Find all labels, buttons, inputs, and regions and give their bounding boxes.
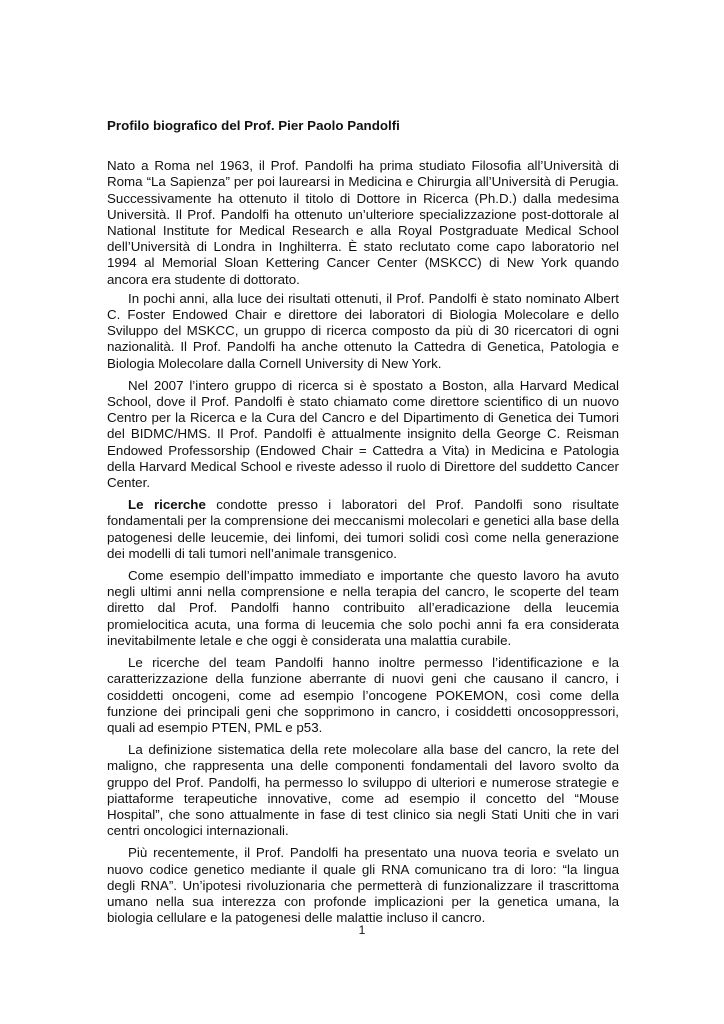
paragraph-molecular-network: La definizione sistematica della rete molecolare alla base del cancro, la rete del maligno, che rappresenta una delle componenti fondamentali del lavoro svolto da gruppo del Prof. Pandolfi, ha permesso lo sviluppo di ulteriori e numerose strategie e piattaforme terapeutiche innovative, come ad esempio il concetto del “Mouse Hospital”, che sono attualmente in fase di test clinico sia negli Stati Uniti che in vari centri oncologici internazionali. <box>107 742 619 839</box>
document-title: Profilo biografico del Prof. Pier Paolo Pandolfi <box>107 118 400 133</box>
paragraph-leukemia-impact: Come esempio dell’impatto immediato e importante che questo lavoro ha avuto negli ultimi anni nella comprensione e nella terapia del cancro, le scoperte del team diretto dal Prof. Pandolfi hanno contribuito all’eradicazione della leucemia promielocitica acuta, una forma di leucemia che solo pochi anni fa era considerata inevitabilmente letale e che oggi è considerata una malattia curabile. <box>107 568 619 648</box>
paragraph-birth-education: Nato a Roma nel 1963, il Prof. Pandolfi ha prima studiato Filosofia all’Università di Roma “La Sapienza” per poi laurearsi in Medicina e Chirurgia all’Università di Perugia. Successivamente ha ottenuto il titolo di Dottore in Ricerca (Ph.D.) dalla medesima Università. Il Prof. Pandolfi ha ottenuto un’ulteriore specializzazione post-dottorale al National Institute for Medical Research e alla Royal Postgraduate Medical School dell’Università di Londra in Inghilterra. È stato reclutato come capo laboratorio nel 1994 al Memorial Sloan Kettering Cancer Center (MSKCC) di New York quando ancora era studente di dottorato. <box>107 158 619 287</box>
paragraph-rna-language: Più recentemente, il Prof. Pandolfi ha presentato una nuova teoria e svelato un nuovo codice genetico mediante il quale gli RNA comunicano tra di loro: “la lingua degli RNA”. Un’ipotesi rivoluzionaria che permetterà di funzionalizzare il trascrittoma umano nella sua interezza con profonde implicazioni per la genetica umana, la biologia cellulare e la patogenesi delle malattie incluso il cancro. <box>107 845 619 926</box>
research-lead-text: Le ricerche <box>128 497 206 513</box>
research-rest-text: condotte presso i laboratori del Prof. Pandolfi sono risultate fondamentali per la comprensione dei meccanismi molecolari e genetici alla base della patogenesi delle leucemie, dei linfomi, dei tumori solidi così come nella generazione dei modelli di tali tumori nell’animale transgenico. <box>107 497 619 561</box>
paragraph-research-overview <box>107 497 619 562</box>
document-body <box>107 118 619 932</box>
page-number: 1 <box>358 923 366 937</box>
paragraph-harvard-move: Nel 2007 l’intero gruppo di ricerca si è spostato a Boston, alla Harvard Medical School, dove il Prof. Pandolfi è stato chiamato come direttore scientifico di un nuovo Centro per la Ricerca e la Cura del Cancro e del Dipartimento di Genetica dei Tumori del BIDMC/HMS. Il Prof. Pandolfi è attualmente insignito della George C. Reisman Endowed Professorship (Endowed Chair = Cattedra a Vita) in Medicina e Patologia della Harvard Medical School e riveste adesso il ruolo di Direttore del suddetto Cancer Center. <box>107 377 619 491</box>
paragraph-mskcc-career: In pochi anni, alla luce dei risultati ottenuti, il Prof. Pandolfi è stato nominato Albert C. Foster Endowed Chair e direttore dei laboratori di Biologia Molecolare e dello Sviluppo del MSKCC, un gruppo di ricerca composto da più di 30 ricercatori di ogni nazionalità. Il Prof. Pandolfi ha anche ottenuto la Cattedra di Genetica, Patologia e Biologia Molecolare dalla Cornell University di New York. <box>107 290 619 371</box>
paragraph-oncogenes: Le ricerche del team Pandolfi hanno inoltre permesso l’identificazione e la caratterizzazione della funzione aberrante di nuovi geni che causano il cancro, i cosiddetti oncogeni, come ad esempio l’oncogene POKEMON, così come della funzione dei principali geni che sopprimono in cancro, i cosiddetti oncosoppressori, quali ad esempio PTEN, PML e p53. <box>107 655 619 735</box>
